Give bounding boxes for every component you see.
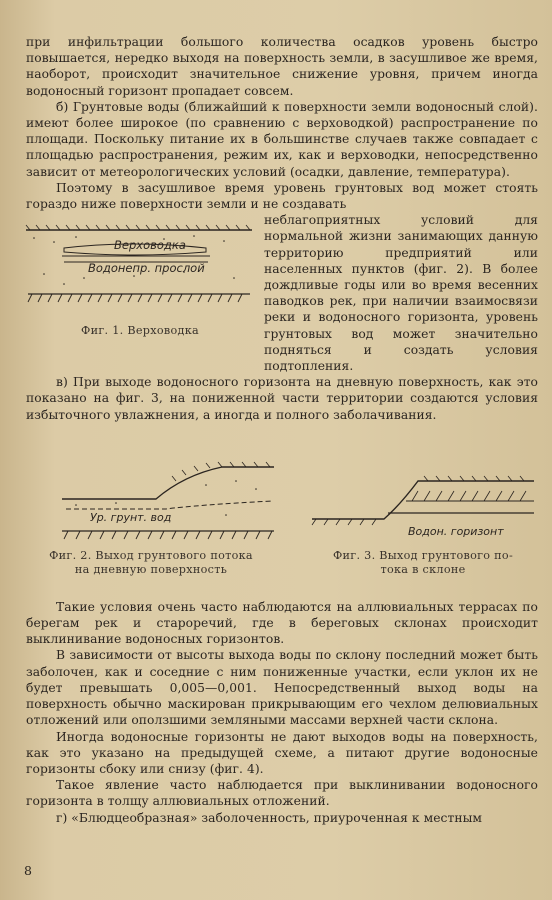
label-gw-level: Ур. грунт. вод [90, 510, 172, 524]
label-aquitard: Водонепр. прослой [88, 261, 205, 276]
paragraph-6: В зависимости от высоты выхода воды по склону последний может быть заболочен, как и соседние с ним пониженные участки, если уклон их не будет превышать 0,005—0,001. Непосредственный выход воды на поверхность обычно маскирован прикрывающим его чехлом делювиальных отложений или оползшими земляными массами верхней части склона. [26, 648, 538, 728]
paragraph-3-wrapped: неблагоприятных условий для нормальной жизни занимающих данную территорию предприятий или населенных пунктов (фиг. 2). В более дождливые годы или во время весенних паводков рек, при наличии взаимосвязи реки и водоносного горизонта, уровень грунтовых вод может значительно подняться и создать условия подтопления. [264, 213, 538, 374]
figure-1-row [26, 212, 538, 374]
figure-2-diagram [26, 445, 276, 549]
paragraph-4: в) При выходе водоносного горизонта на дневную поверхность, как это показано на фиг. 3, на пониженной части территории создаются условия избыточного увлажнения, а иногда и полного заболачивания. [26, 375, 538, 422]
figure-3-diagram [308, 445, 538, 549]
figure-3 [308, 445, 538, 577]
figure-1 [24, 212, 256, 352]
figures-2-3-row [26, 445, 538, 577]
paragraph-1: при инфильтрации большого количества осадков уровень быстро повышается, нередко выходя на поверхность земли, в засушливое же время, наоборот, происходит значительное снижение уровня, причем иногда водоносный горизонт пропадает совсем. [26, 35, 538, 98]
page-number: 8 [24, 863, 32, 878]
paragraph-2: б) Грунтовые воды (ближайший к поверхности земли водоносный слой). имеют более широкое (по сравнению с верховодкой) распространение по площади. Поскольку питание их в большинстве случаев также совпадает с площадью распространения, режим их, как и верховодки, непосредственно зависит от метеорологических условий (осадки, давление, температура). [26, 99, 538, 179]
figure-1-caption: Фиг. 1. Верховодка [81, 324, 199, 338]
paragraph-3-start: Поэтому в засушливое время уровень грунтовых вод может стоять гораздо ниже поверхности земли и не создавать [26, 180, 538, 212]
paragraph-7: Иногда водоносные горизонты не дают выходов воды на поверхность, как это указано на предыдущей схеме, а питают другие водоносные горизонты сбоку или снизу (фиг. 4). [26, 729, 538, 776]
figure-2-caption-2: на дневную поверхность [74, 562, 228, 576]
figure-2-caption-1: Фиг. 2. Выход грунтового потока [49, 548, 253, 562]
label-aquifer: Водон. горизонт [408, 524, 504, 538]
label-verkhovodka: Верховодка [114, 238, 186, 253]
figure-3-caption-1: Фиг. 3. Выход грунтового по- [332, 548, 514, 562]
figure-1-diagram [24, 212, 256, 352]
paragraph-9: г) «Блюдцеобразная» заболоченность, приуроченная к местным [56, 810, 483, 825]
paragraph-5: Такие условия очень часто наблюдаются на аллювиальных террасах по берегам рек и староречий, где в береговых склонах происходит выклинивание водоносных горизонтов. [26, 599, 538, 647]
figure-2 [26, 445, 276, 577]
figure-3-caption-2: тока в склоне [380, 562, 466, 576]
paragraph-8: Такое явление часто наблюдается при выклинивании водоносного горизонта в толщу аллювиальных отложений. [26, 778, 538, 809]
